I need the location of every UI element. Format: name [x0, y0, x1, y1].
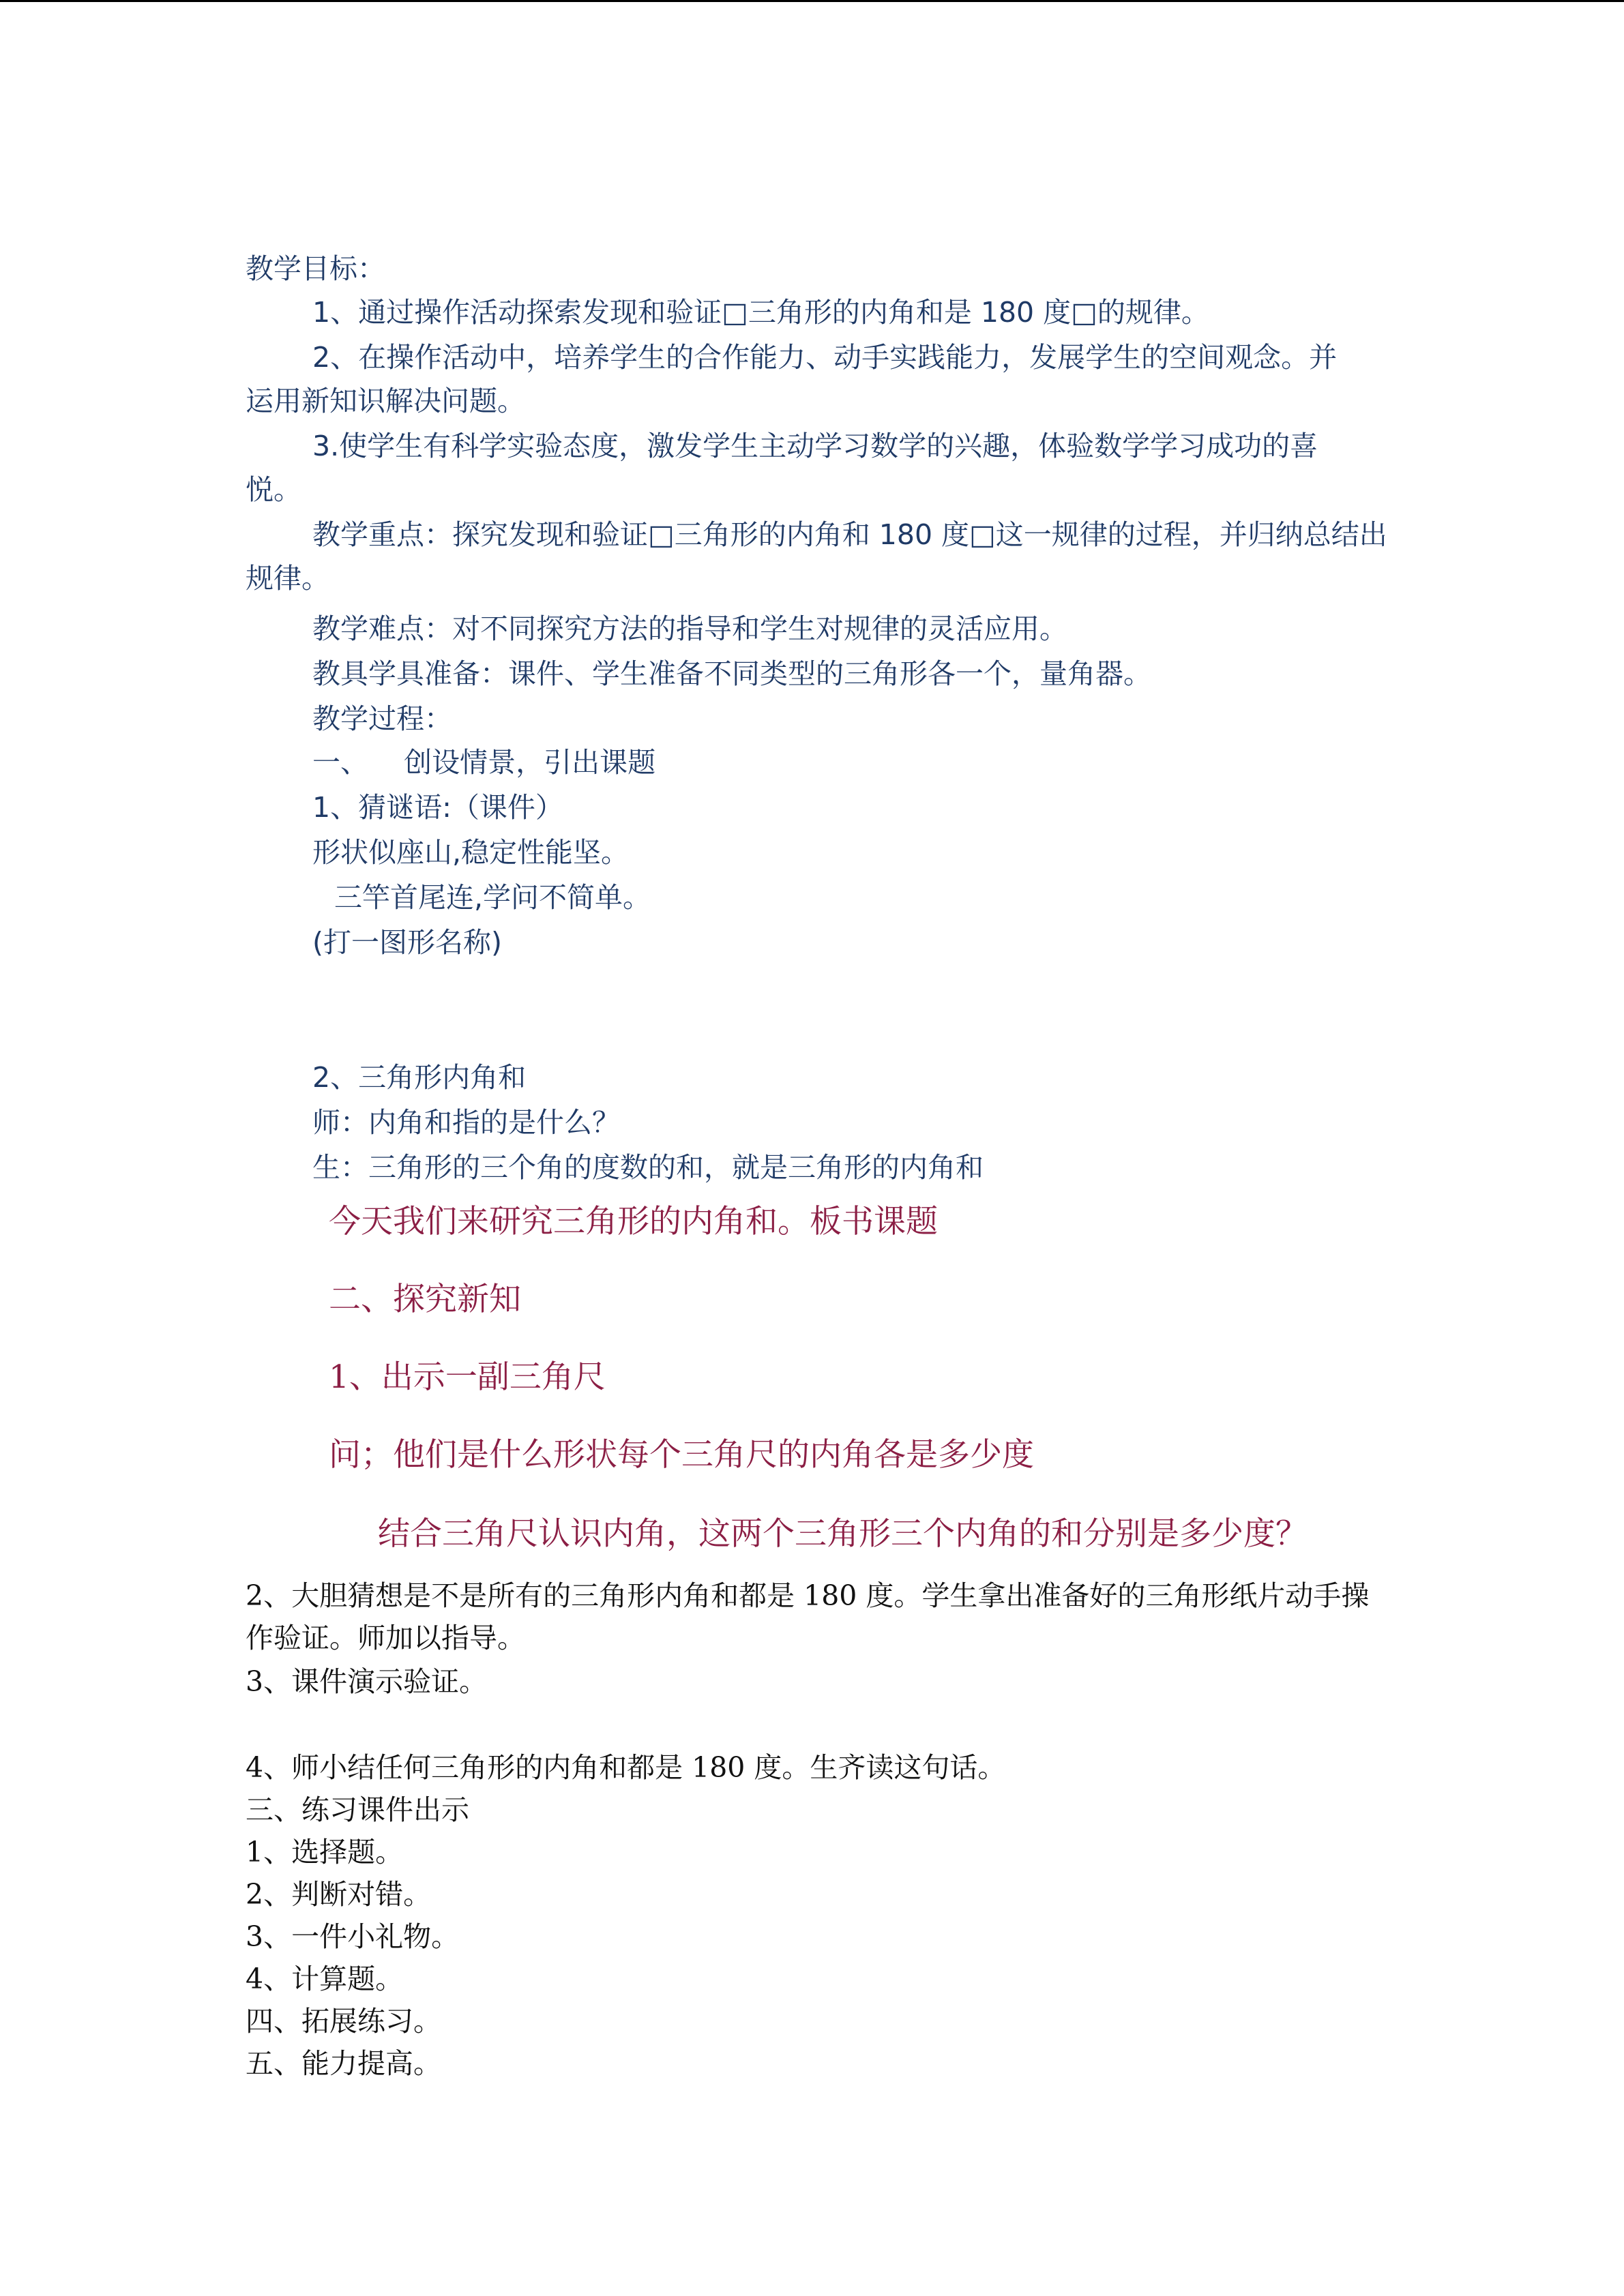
section-3-heading: 三、练习课件出示 — [246, 1793, 469, 1826]
combine-question: 结合三角尺认识内角，这两个三角形三个内角的和分别是多少度？ — [378, 1515, 1308, 1553]
demo-step: 3、课件演示验证。 — [246, 1665, 488, 1698]
process-heading: 教学过程： — [312, 702, 452, 735]
show-triangle-rulers: 1、出示一副三角尺 — [329, 1358, 606, 1396]
guess-step-cont: 作验证。师加以指导。 — [246, 1622, 525, 1654]
guess-step: 2、大胆猜想是不是所有的三角形内角和都是 180 度。学生拿出准备好的三角形纸片动手操 — [246, 1579, 1370, 1612]
riddle-hint: (打一图形名称) — [312, 926, 502, 959]
objective-item-1: 1、通过操作活动探索发现和验证□三角形的内角和是 180 度□的规律。 — [312, 296, 1209, 329]
subsection-2-title: 2、三角形内角和 — [312, 1061, 527, 1094]
student-answer: 生：三角形的三个角的度数的和，就是三角形的内角和 — [312, 1151, 984, 1184]
page-top-border — [0, 0, 1624, 2]
exercise-4: 4、计算题。 — [246, 1963, 404, 1995]
riddle-title: 1、猜谜语:（课件） — [312, 791, 563, 824]
section-2-heading: 二、探究新知 — [329, 1281, 521, 1318]
riddle-line-2: 三竿首尾连,学问不简单。 — [334, 881, 651, 914]
today-topic: 今天我们来研究三角形的内角和。板书课题 — [329, 1203, 938, 1240]
objectives-heading: 教学目标： — [246, 252, 385, 285]
section-4-heading: 四、拓展练习。 — [246, 2005, 441, 2038]
riddle-line-1: 形状似座山,稳定性能坚。 — [312, 836, 630, 869]
difficulty: 教学难点：对不同探究方法的指导和学生对规律的灵活应用。 — [312, 612, 1067, 645]
key-point-cont: 规律。 — [246, 562, 329, 595]
exercise-2: 2、判断对错。 — [246, 1878, 432, 1911]
teaching-tools: 教具学具准备：课件、学生准备不同类型的三角形各一个，量角器。 — [312, 657, 1151, 690]
exercise-3: 3、一件小礼物。 — [246, 1920, 460, 1953]
section-1-heading: 一、 创设情景，引出课题 — [312, 746, 656, 779]
objective-item-2: 2、在操作活动中，培养学生的合作能力、动手实践能力，发展学生的空间观念。并 — [312, 341, 1338, 374]
teacher-question: 师：内角和指的是什么？ — [312, 1106, 620, 1139]
exercise-1: 1、选择题。 — [246, 1836, 404, 1868]
objective-item-2-cont: 运用新知识解决问题。 — [246, 385, 525, 417]
key-point: 教学重点：探究发现和验证□三角形的内角和 180 度□这一规律的过程，并归纳总结出 — [312, 518, 1387, 551]
ruler-question: 问；他们是什么形状每个三角尺的内角各是多少度 — [329, 1436, 1034, 1474]
objective-item-3: 3.使学生有科学实验态度，激发学生主动学习数学的兴趣，体验数学学习成功的喜 — [312, 430, 1318, 462]
objective-item-3-cont: 悦。 — [246, 473, 301, 506]
section-5-heading: 五、能力提高。 — [246, 2047, 441, 2080]
summary-step: 4、师小结任何三角形的内角和都是 180 度。生齐读这句话。 — [246, 1751, 1006, 1784]
